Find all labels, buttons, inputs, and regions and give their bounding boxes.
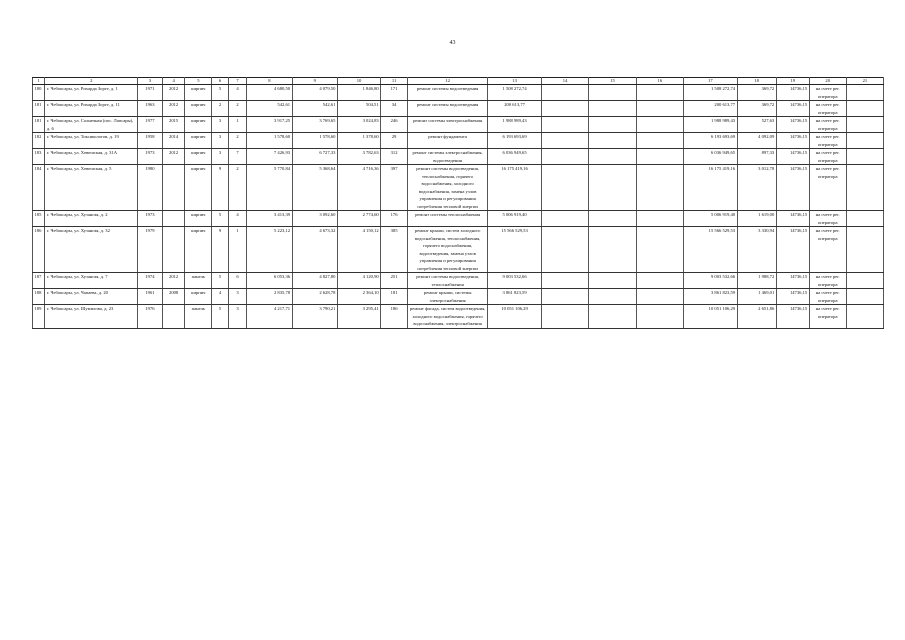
row-number: 181 <box>33 101 45 117</box>
cost-own-funds: 1 508 272,74 <box>684 85 738 101</box>
residents: 171 <box>381 85 408 101</box>
column-number-5: 5 <box>185 78 212 85</box>
table-row <box>33 165 884 211</box>
living-area: 2 774,60 <box>337 211 380 227</box>
col-21 <box>846 227 883 273</box>
address: г. Чебоксары, ул. Чапаева, д. 20 <box>45 289 138 305</box>
total-area: 542,61 <box>247 101 292 117</box>
cost-per-sqm: 1 469,01 <box>737 289 776 305</box>
column-number-7: 7 <box>228 78 247 85</box>
cost-own-funds: 200 613,77 <box>684 101 738 117</box>
living-area: 3 024,83 <box>337 117 380 133</box>
total-cost: 200 613,77 <box>488 101 542 117</box>
cost-own-funds: 5 006 919,40 <box>684 211 738 227</box>
column-number-15: 15 <box>589 78 636 85</box>
table-row <box>33 227 884 273</box>
table-body <box>33 85 884 329</box>
wall-material: кирпич <box>185 117 212 133</box>
cost-fund <box>541 149 588 165</box>
fund-account: на счете рег. оператора <box>809 227 846 273</box>
total-cost: 3 861 823,59 <box>488 289 542 305</box>
work-types: ремонт системы теплоснабжения <box>407 211 487 227</box>
limit-cost: 14736,15 <box>776 149 809 165</box>
built-year: 1971 <box>138 85 163 101</box>
renovation-year: 2012 <box>162 149 185 165</box>
fund-account: на счете рег. оператора <box>809 133 846 149</box>
cost-owners <box>636 101 683 117</box>
row-number: 183 <box>33 149 45 165</box>
wall-material: панель <box>185 305 212 329</box>
column-number-11: 11 <box>381 78 408 85</box>
column-number-13: 13 <box>488 78 542 85</box>
total-area: 6 053,36 <box>247 273 292 289</box>
cost-fund <box>541 305 588 329</box>
living-area: 4 120,90 <box>337 273 380 289</box>
work-types: ремонт крыши, систем холодного водоснабжения, теплоснабжения, горячего водоснабжения, водоотведения, замена узлов управления и регулирования потребления тепловой энергии <box>407 227 487 273</box>
floors: 3 <box>212 133 228 149</box>
entrances: 3 <box>228 289 247 305</box>
renovation-year <box>162 305 185 329</box>
address: г. Чебоксары, ул. Токсикологов, д. 19 <box>45 133 138 149</box>
cost-fund <box>541 101 588 117</box>
residents: 251 <box>381 273 408 289</box>
total-cost: 15 566 529,53 <box>488 227 542 273</box>
address: г. Чебоксары, ул. Шумилова, д. 23 <box>45 305 138 329</box>
fund-account: на счете рег. оператора <box>809 273 846 289</box>
cost-per-sqm: 3 330,94 <box>737 227 776 273</box>
floors: 4 <box>212 289 228 305</box>
limit-cost: 14736,15 <box>776 117 809 133</box>
residents: 397 <box>381 165 408 211</box>
address: г. Чебоксары, ул. Рихарда Зорге, д. 11 <box>45 101 138 117</box>
col-21 <box>846 289 883 305</box>
floors: 5 <box>212 85 228 101</box>
table-row <box>33 133 884 149</box>
column-number-10: 10 <box>337 78 380 85</box>
row-number: 182 <box>33 133 45 149</box>
living-area: 3 295,41 <box>337 305 380 329</box>
cost-owners <box>636 211 683 227</box>
limit-cost: 14736,15 <box>776 101 809 117</box>
wall-material: кирпич <box>185 101 212 117</box>
residents: 176 <box>381 211 408 227</box>
work-types: ремонт фасада, систем водоотведения, холодного водоснабжения, горячего водоснабжения, электроснабжения <box>407 305 487 329</box>
cost-fund <box>541 133 588 149</box>
cost-per-sqm: 897,33 <box>737 149 776 165</box>
built-year: 1958 <box>138 133 163 149</box>
fund-account: на счете рег. оператора <box>809 85 846 101</box>
limit-cost: 14736,15 <box>776 85 809 101</box>
work-types: ремонт системы водоотведения <box>407 85 487 101</box>
address: г. Чебоксары, ул. Хевешская, д. 5 <box>45 165 138 211</box>
column-number-12: 12 <box>407 78 487 85</box>
cost-fund <box>541 227 588 273</box>
address: г. Чебоксары, ул. Хузангая, д. 2 <box>45 211 138 227</box>
cost-owners <box>636 165 683 211</box>
residential-area: 4 827,80 <box>292 273 337 289</box>
table-row <box>33 273 884 289</box>
residential-area: 6 727,33 <box>292 149 337 165</box>
total-area: 7 426,93 <box>247 149 292 165</box>
residential-area: 3 790,21 <box>292 305 337 329</box>
col-21 <box>846 117 883 133</box>
residents: 312 <box>381 149 408 165</box>
cost-owners <box>636 289 683 305</box>
entrances: 4 <box>228 85 247 101</box>
residential-area: 4 079,50 <box>292 85 337 101</box>
total-cost: 1 508 272,74 <box>488 85 542 101</box>
wall-material: кирпич <box>185 85 212 101</box>
col-21 <box>846 149 883 165</box>
renovation-year: 2014 <box>162 133 185 149</box>
column-number-1: 1 <box>33 78 45 85</box>
col-21 <box>846 133 883 149</box>
cost-budget <box>589 117 636 133</box>
cost-fund <box>541 211 588 227</box>
cost-own-funds: 6 036 949,65 <box>684 149 738 165</box>
renovation-year: 2012 <box>162 273 185 289</box>
living-area: 1 378,60 <box>337 133 380 149</box>
living-area: 504,51 <box>337 101 380 117</box>
cost-budget <box>589 149 636 165</box>
row-number: 185 <box>33 211 45 227</box>
total-cost: 6 036 949,65 <box>488 149 542 165</box>
column-number-19: 19 <box>776 78 809 85</box>
column-number-21: 21 <box>846 78 883 85</box>
residents: 34 <box>381 101 408 117</box>
cost-budget <box>589 273 636 289</box>
cost-own-funds: 16 175 419,16 <box>684 165 738 211</box>
total-area: 2 835,78 <box>247 289 292 305</box>
floors: 2 <box>212 101 228 117</box>
cost-owners <box>636 227 683 273</box>
total-cost: 16 175 419,16 <box>488 165 542 211</box>
living-area: 1 846,80 <box>337 85 380 101</box>
table-row <box>33 289 884 305</box>
limit-cost: 14736,15 <box>776 289 809 305</box>
cost-budget <box>589 133 636 149</box>
entrances: 1 <box>228 117 247 133</box>
wall-material: панель <box>185 273 212 289</box>
built-year: 1973 <box>138 211 163 227</box>
column-number-14: 14 <box>541 78 588 85</box>
fund-account: на счете рег. оператора <box>809 149 846 165</box>
cost-budget <box>589 227 636 273</box>
col-21 <box>846 305 883 329</box>
wall-material: кирпич <box>185 227 212 273</box>
cost-own-funds: 9 003 532,66 <box>684 273 738 289</box>
entrances: 2 <box>228 133 247 149</box>
cost-per-sqm: 4 092,09 <box>737 133 776 149</box>
renovation-year: 2012 <box>162 101 185 117</box>
wall-material: кирпич <box>185 165 212 211</box>
total-cost: 10 051 106,29 <box>488 305 542 329</box>
cost-owners <box>636 133 683 149</box>
cost-fund <box>541 117 588 133</box>
residents: 186 <box>381 305 408 329</box>
total-cost: 6 193 693,69 <box>488 133 542 149</box>
fund-account: на счете рег. оператора <box>809 211 846 227</box>
renovation-year: 2008 <box>162 289 185 305</box>
cost-own-funds: 15 566 529,53 <box>684 227 738 273</box>
built-year: 1980 <box>138 165 163 211</box>
column-number-2: 2 <box>45 78 138 85</box>
built-year: 1979 <box>138 227 163 273</box>
page-number: 43 <box>449 40 456 46</box>
cost-per-sqm: 1 619,00 <box>737 211 776 227</box>
cost-fund <box>541 289 588 305</box>
col-21 <box>846 101 883 117</box>
column-number-16: 16 <box>636 78 683 85</box>
column-number-8: 8 <box>247 78 292 85</box>
work-types: ремонт системы электроснабжения, водоотведения <box>407 149 487 165</box>
cost-budget <box>589 165 636 211</box>
entrances: 6 <box>228 273 247 289</box>
living-area: 4 150,12 <box>337 227 380 273</box>
total-cost: 1 988 989,43 <box>488 117 542 133</box>
table-row <box>33 101 884 117</box>
floors: 3 <box>212 149 228 165</box>
column-number-20: 20 <box>809 78 846 85</box>
floors: 9 <box>212 227 228 273</box>
row-number: 180 <box>33 85 45 101</box>
floors: 5 <box>212 273 228 289</box>
total-area: 4 217,71 <box>247 305 292 329</box>
col-21 <box>846 273 883 289</box>
entrances: 1 <box>228 227 247 273</box>
work-types: ремонт системы водоотведения, теплоснабжения, горячего водоснабжения, холодного водоснабжения, замена узлов управления и регулирования потребления тепловой энергии <box>407 165 487 211</box>
limit-cost: 14736,15 <box>776 273 809 289</box>
cost-fund <box>541 273 588 289</box>
fund-account: на счете рег. оператора <box>809 101 846 117</box>
column-number-6: 6 <box>212 78 228 85</box>
limit-cost: 14736,15 <box>776 305 809 329</box>
address: г. Чебоксары, ул. Хузангая, д. 7 <box>45 273 138 289</box>
living-area: 4 716,36 <box>337 165 380 211</box>
col-21 <box>846 211 883 227</box>
total-area: 1 578,60 <box>247 133 292 149</box>
row-number: 187 <box>33 273 45 289</box>
renovation-year: 2015 <box>162 117 185 133</box>
cost-owners <box>636 149 683 165</box>
column-number-4: 4 <box>162 78 185 85</box>
limit-cost: 14736,15 <box>776 133 809 149</box>
total-cost: 5 006 919,40 <box>488 211 542 227</box>
column-number-18: 18 <box>737 78 776 85</box>
work-types: ремонт крыши, системы электроснабжения <box>407 289 487 305</box>
address: г. Чебоксары, ул. Хевешская, д. 31А <box>45 149 138 165</box>
floors: 5 <box>212 211 228 227</box>
column-numbers-row <box>33 78 884 85</box>
entrances: 4 <box>228 211 247 227</box>
cost-own-funds: 3 861 823,59 <box>684 289 738 305</box>
address: г. Чебоксары, ул. Хузангая, д. 32 <box>45 227 138 273</box>
entrances: 2 <box>228 101 247 117</box>
residents: 246 <box>381 117 408 133</box>
cost-per-sqm: 369,72 <box>737 85 776 101</box>
cost-owners <box>636 117 683 133</box>
table-row <box>33 117 884 133</box>
living-area: 2 364,10 <box>337 289 380 305</box>
row-number: 188 <box>33 289 45 305</box>
residential-area: 5 368,64 <box>292 165 337 211</box>
total-area: 5 770,84 <box>247 165 292 211</box>
column-number-3: 3 <box>138 78 163 85</box>
built-year: 1974 <box>138 273 163 289</box>
col-21 <box>846 85 883 101</box>
residential-area: 2 628,78 <box>292 289 337 305</box>
residents: 181 <box>381 289 408 305</box>
limit-cost: 14736,15 <box>776 165 809 211</box>
table-row <box>33 211 884 227</box>
work-types: ремонт системы электроснабжения <box>407 117 487 133</box>
built-year: 1973 <box>138 149 163 165</box>
fund-account: на счете рег. оператора <box>809 305 846 329</box>
cost-own-funds: 10 051 106,29 <box>684 305 738 329</box>
cost-owners <box>636 305 683 329</box>
row-number: 181 <box>33 117 45 133</box>
living-area: 3 782,63 <box>337 149 380 165</box>
cost-budget <box>589 101 636 117</box>
cost-fund <box>541 85 588 101</box>
residential-area: 3 092,60 <box>292 211 337 227</box>
built-year: 1963 <box>138 101 163 117</box>
cost-own-funds: 6 193 693,69 <box>684 133 738 149</box>
work-types: ремонт фундамента <box>407 133 487 149</box>
column-number-17: 17 <box>684 78 738 85</box>
residential-area: 4 673,32 <box>292 227 337 273</box>
residents: 385 <box>381 227 408 273</box>
cost-budget <box>589 211 636 227</box>
total-area: 3 917,25 <box>247 117 292 133</box>
table-row <box>33 85 884 101</box>
residents: 29 <box>381 133 408 149</box>
fund-account: на счете рег. оператора <box>809 165 846 211</box>
limit-cost: 14736,15 <box>776 227 809 273</box>
col-21 <box>846 165 883 211</box>
cost-per-sqm: 3 012,78 <box>737 165 776 211</box>
cost-budget <box>589 85 636 101</box>
residential-area: 542,61 <box>292 101 337 117</box>
total-area: 3 413,39 <box>247 211 292 227</box>
floors: 3 <box>212 117 228 133</box>
work-types: ремонт системы водоотведения <box>407 101 487 117</box>
wall-material: кирпич <box>185 149 212 165</box>
row-number: 186 <box>33 227 45 273</box>
cost-owners <box>636 85 683 101</box>
work-types: ремонт системы водоотведения, теплоснабжения <box>407 273 487 289</box>
renovation-year <box>162 165 185 211</box>
fund-account: на счете рег. оператора <box>809 289 846 305</box>
cost-budget <box>589 305 636 329</box>
renovation-year <box>162 211 185 227</box>
wall-material: кирпич <box>185 289 212 305</box>
floors: 5 <box>212 305 228 329</box>
renovation-year: 2012 <box>162 85 185 101</box>
row-number: 184 <box>33 165 45 211</box>
cost-per-sqm: 369,72 <box>737 101 776 117</box>
entrances: 2 <box>228 165 247 211</box>
cost-own-funds: 1 988 989,43 <box>684 117 738 133</box>
built-year: 1961 <box>138 289 163 305</box>
built-year: 1977 <box>138 117 163 133</box>
cost-budget <box>589 289 636 305</box>
cost-fund <box>541 165 588 211</box>
repair-register-table <box>32 77 884 329</box>
wall-material: кирпич <box>185 133 212 149</box>
floors: 9 <box>212 165 228 211</box>
column-number-9: 9 <box>292 78 337 85</box>
residential-area: 1 578,60 <box>292 133 337 149</box>
fund-account: на счете рег. оператора <box>809 117 846 133</box>
row-number: 189 <box>33 305 45 329</box>
table-row <box>33 305 884 329</box>
cost-owners <box>636 273 683 289</box>
built-year: 1976 <box>138 305 163 329</box>
entrances: 7 <box>228 149 247 165</box>
cost-per-sqm: 2 651,86 <box>737 305 776 329</box>
entrances: 3 <box>228 305 247 329</box>
address: г. Чебоксары, ул. Солнечная (пос. Лапсары), д. 6 <box>45 117 138 133</box>
cost-per-sqm: 527,63 <box>737 117 776 133</box>
wall-material: кирпич <box>185 211 212 227</box>
limit-cost: 14736,15 <box>776 211 809 227</box>
cost-per-sqm: 1 988,72 <box>737 273 776 289</box>
address: г. Чебоксары, ул. Рихарда Зорге, д. 1 <box>45 85 138 101</box>
residential-area: 3 769,65 <box>292 117 337 133</box>
total-cost: 9 003 532,66 <box>488 273 542 289</box>
renovation-year <box>162 227 185 273</box>
table-row <box>33 149 884 165</box>
total-area: 5 223,12 <box>247 227 292 273</box>
total-area: 4 680,50 <box>247 85 292 101</box>
